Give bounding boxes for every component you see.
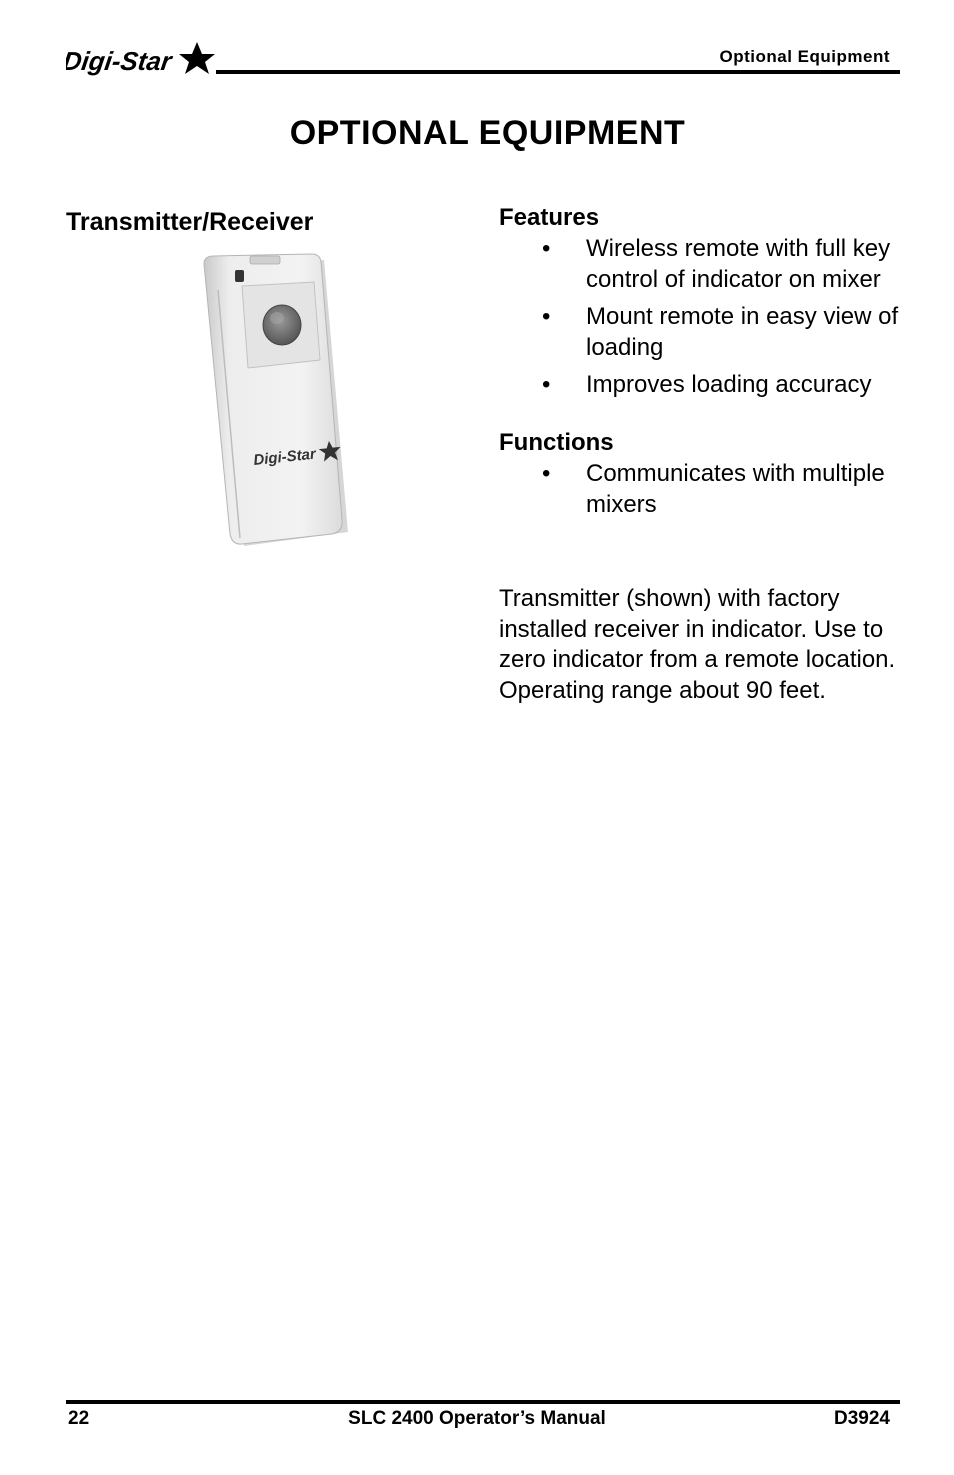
bullet-icon: • — [542, 235, 551, 262]
page-title: OPTIONAL EQUIPMENT — [289, 114, 686, 152]
right-column — [499, 203, 919, 706]
transmitter-remote-image — [196, 250, 356, 550]
bullet-icon: • — [542, 303, 551, 330]
svg-text:Digi-Star: Digi-Star — [66, 46, 174, 76]
header-section-title: Optional Equipment — [719, 47, 890, 66]
header-rule — [216, 70, 900, 74]
bullet-icon: • — [542, 460, 551, 487]
features-heading: Features — [499, 204, 600, 231]
functions-list — [499, 458, 919, 520]
list-item: • Improves loading accuracy — [542, 371, 872, 398]
bullet-icon: • — [542, 371, 551, 398]
list-item: • Mount remote in easy view of loading — [542, 303, 899, 361]
description-text: Transmitter (shown) with factory installed receiver in indicator. Use to zero indicator from a remote location. Operating range about 90 feet. — [499, 585, 896, 704]
features-list — [499, 233, 919, 400]
device-logo-text: Digi-Star — [252, 445, 317, 469]
section-heading-transmitter-receiver: Transmitter/Receiver — [66, 208, 314, 236]
page-number: 22 — [68, 1408, 90, 1429]
manual-title: SLC 2400 Operator’s Manual — [348, 1408, 606, 1429]
document-id: D3924 — [834, 1408, 890, 1429]
list-item: • Communicates with multiple mixers — [542, 460, 885, 518]
functions-heading: Functions — [499, 429, 614, 456]
list-item: • Wireless remote with full key control of indicator on mixer — [542, 235, 891, 293]
footer-rule — [66, 1400, 900, 1404]
digi-star-logo — [66, 40, 216, 78]
